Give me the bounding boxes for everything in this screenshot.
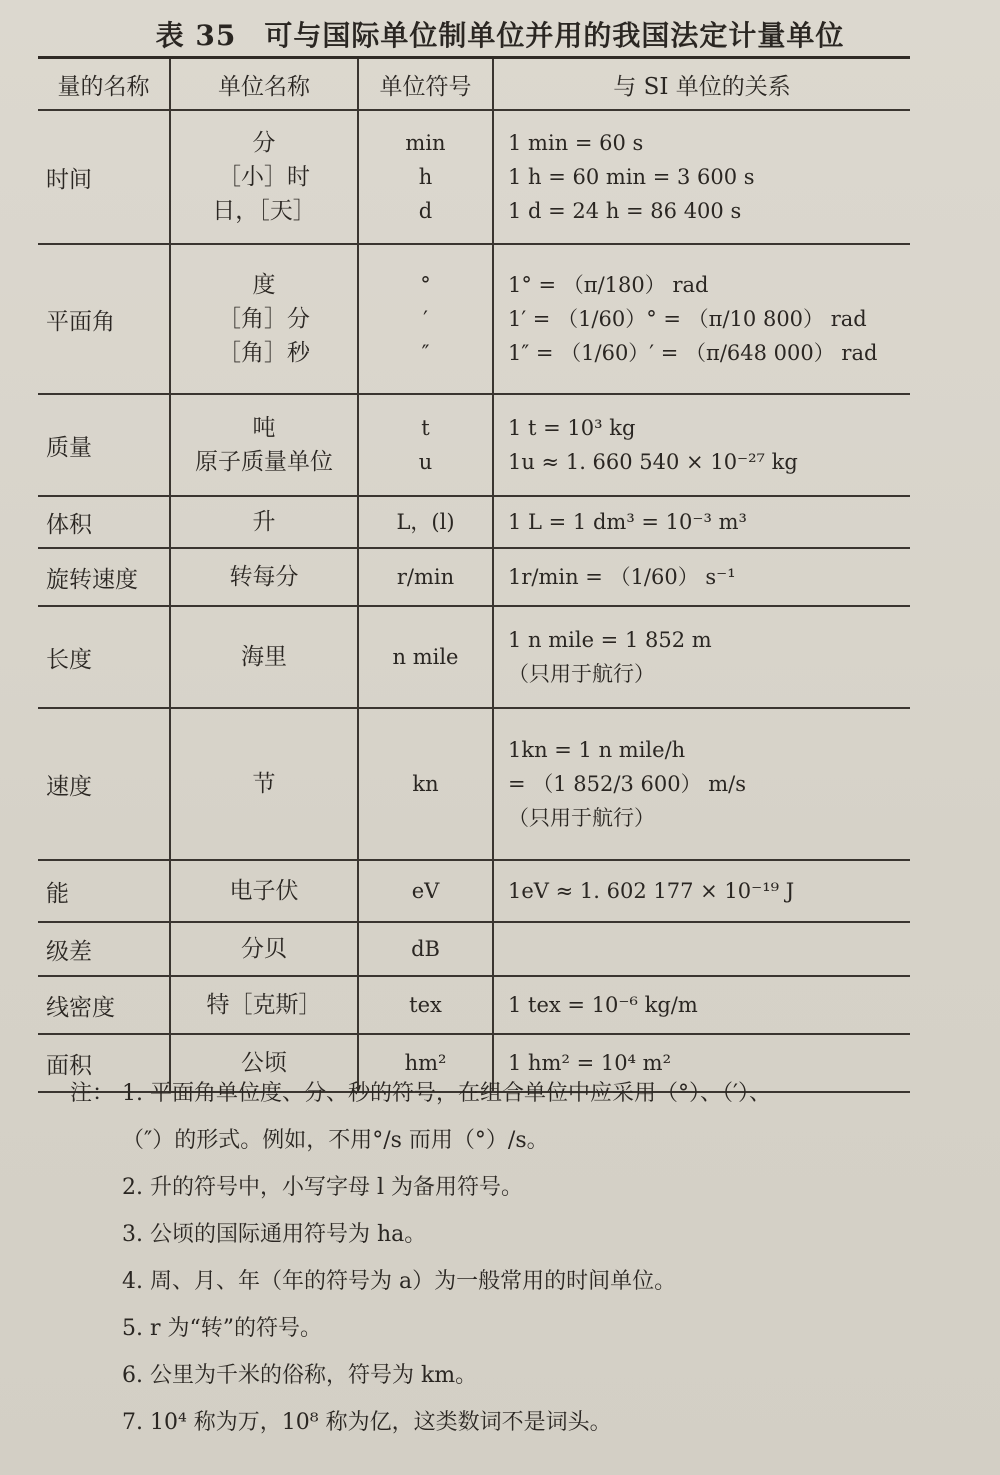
unit-name-cell-line: 海里 [241,644,287,670]
unit-name-cell-line: 吨 [252,415,276,441]
unit-name-cell [170,244,358,394]
si-relation-cell-line: = （1 852/3 600） m/s [508,772,747,796]
unit-symbol-cell [358,394,493,496]
si-relation-cell-line: （只用于航行） [508,662,655,686]
unit-name-cell-line: 电子伏 [229,878,299,904]
note-1 [70,1080,930,1108]
unit-symbol-cell-line: dB [411,937,440,961]
table-row [38,606,910,708]
unit-name-cell-line: 分贝 [241,936,287,962]
unit-symbol-cell [358,976,493,1034]
si-relation-cell-line: 1r/min = （1/60） s⁻¹ [508,565,736,589]
header-quantity: 量的名称 [38,58,170,111]
unit-symbol-cell-line: kn [412,772,439,796]
note-1-text: 1. 平面角单位度、分、秒的符号，在组合单位中应采用（°）、（′）、 [122,1081,771,1106]
unit-symbol-cell [358,496,493,548]
quantity-cell [38,394,170,496]
table-row [38,860,910,922]
header-unit-symbol: 单位符号 [358,58,493,111]
unit-name-cell-line: 日，［天］ [212,198,316,224]
si-relation-cell [493,606,910,708]
unit-symbol-cell-line: u [418,450,433,474]
quantity-name: 平面角 [46,308,115,335]
table-row [38,548,910,606]
si-relation-cell-line: 1 n mile = 1 852 m [508,628,712,652]
unit-name-cell [170,922,358,976]
quantity-name: 速度 [46,773,92,800]
table-caption: 可与国际单位制单位并用的我国法定计量单位 [264,19,845,52]
unit-name-cell [170,976,358,1034]
note-6: 6. 公里为千米的俗称，符号为 km。 [122,1363,478,1388]
unit-symbol-cell [358,708,493,860]
table-row [38,110,910,244]
si-relation-cell [493,496,910,548]
unit-name-cell [170,110,358,244]
header-row [38,58,910,111]
unit-name-cell [170,548,358,606]
unit-symbol-cell-line: n mile [392,645,459,669]
notes-label: 注： [70,1081,115,1106]
si-relation-cell [493,976,910,1034]
table-number: 表 35 [155,19,237,52]
si-relation-cell-line: 1″ = （1/60）′ = （π/648 000） rad [508,341,878,365]
notes-section [70,1080,930,1456]
note-7: 7. 10⁴ 称为万，10⁸ 称为亿，这类数词不是词头。 [122,1410,612,1435]
unit-name-cell [170,860,358,922]
unit-name-cell-line: 分 [252,130,276,156]
quantity-name: 时间 [46,166,92,193]
quantity-name: 能 [46,880,69,907]
si-relation-cell [493,110,910,244]
note-2: 2. 升的符号中，小写字母 l 为备用符号。 [122,1175,524,1200]
unit-name-cell-line: 特［克斯］ [206,992,322,1018]
quantity-name: 旋转速度 [46,566,138,593]
table-title [0,14,1000,54]
note-4: 4. 周、月、年（年的符号为 a）为一般常用的时间单位。 [122,1269,677,1294]
unit-name-cell-line: ［角］秒 [218,340,310,366]
quantity-cell [38,110,170,244]
unit-symbol-cell [358,606,493,708]
table-row [38,922,910,976]
table-row [38,976,910,1034]
si-relation-cell-line: 1 t = 10³ kg [508,416,636,440]
si-relation-cell-line: 1 hm² = 10⁴ m² [508,1051,671,1075]
si-relation-cell [493,860,910,922]
unit-symbol-cell-line: d [418,199,433,223]
table-row [38,244,910,394]
si-relation-cell [493,394,910,496]
unit-symbol-cell [358,110,493,244]
quantity-cell [38,548,170,606]
unit-name-cell-line: 转每分 [229,564,299,590]
unit-name-cell-line: 升 [252,509,276,535]
unit-symbol-cell-line: h [418,165,433,189]
unit-symbol-cell-line: t [421,416,430,440]
si-relation-cell-line: 1u ≈ 1. 660 540 × 10⁻²⁷ kg [508,450,798,474]
quantity-name: 体积 [46,511,92,538]
unit-symbol-cell-line: L，(l) [396,510,455,534]
table-row [38,394,910,496]
table-row [38,708,910,860]
quantity-cell [38,606,170,708]
unit-name-cell-line: 节 [252,771,276,797]
unit-symbol-cell-line: eV [411,879,440,903]
unit-name-cell-line: ［小］时 [218,164,310,190]
quantity-name: 线密度 [46,994,115,1021]
quantity-cell [38,496,170,548]
si-relation-cell-line: 1° = （π/180） rad [508,273,709,297]
quantity-name: 面积 [46,1052,92,1079]
header-unit-name: 单位名称 [170,58,358,111]
quantity-name: 长度 [46,646,92,673]
unit-symbol-cell-line: tex [409,993,442,1017]
note-5: 5. r 为“转”的符号。 [122,1316,322,1341]
unit-symbol-cell-line: ″ [421,341,430,365]
si-relation-cell-line: 1eV ≈ 1. 602 177 × 10⁻¹⁹ J [508,879,795,903]
unit-name-cell [170,496,358,548]
unit-name-cell [170,394,358,496]
si-relation-cell-line: 1 d = 24 h = 86 400 s [508,199,742,223]
unit-name-cell-line: ［角］分 [218,306,310,332]
unit-name-cell [170,708,358,860]
unit-symbol-cell [358,244,493,394]
quantity-name: 级差 [46,938,92,965]
si-relation-cell-line: 1′ = （1/60）° = （π/10 800） rad [508,307,867,331]
unit-symbol-cell-line: hm² [404,1051,447,1075]
si-relation-cell-line: 1 L = 1 dm³ = 10⁻³ m³ [508,510,747,534]
unit-symbol-cell [358,922,493,976]
unit-symbol-cell [358,548,493,606]
unit-name-cell-line: 原子质量单位 [195,449,333,475]
si-relation-cell [493,922,910,976]
si-relation-cell-line: 1kn = 1 n mile/h [508,738,686,762]
note-1-continued: （″）的形式。例如，不用°/s 而用（°）/s。 [122,1128,549,1153]
unit-name-cell-line: 公顷 [241,1050,287,1076]
si-relation-cell [493,548,910,606]
unit-symbol-cell [358,860,493,922]
si-relation-cell-line: 1 min = 60 s [508,131,644,155]
units-table-body [38,110,910,1092]
unit-name-cell [170,606,358,708]
unit-symbol-cell-line: ′ [423,307,428,331]
si-relation-cell-line: 1 tex = 10⁻⁶ kg/m [508,993,698,1017]
note-3: 3. 公顷的国际通用符号为 ha。 [122,1222,427,1247]
si-relation-cell [493,244,910,394]
quantity-cell [38,708,170,860]
quantity-name: 质量 [46,434,92,461]
unit-symbol-cell-line: r/min [396,565,455,589]
si-relation-cell-line: （只用于航行） [508,806,655,830]
si-relation-cell-line: 1 h = 60 min = 3 600 s [508,165,755,189]
header-si-relation: 与 SI 单位的关系 [493,58,910,111]
quantity-cell [38,244,170,394]
quantity-cell [38,922,170,976]
quantity-cell [38,976,170,1034]
units-table [38,56,910,1093]
unit-symbol-cell-line: min [405,131,446,155]
unit-symbol-cell-line: ° [420,273,431,297]
unit-name-cell-line: 度 [252,272,276,298]
si-relation-cell [493,708,910,860]
quantity-cell [38,860,170,922]
table-row [38,496,910,548]
